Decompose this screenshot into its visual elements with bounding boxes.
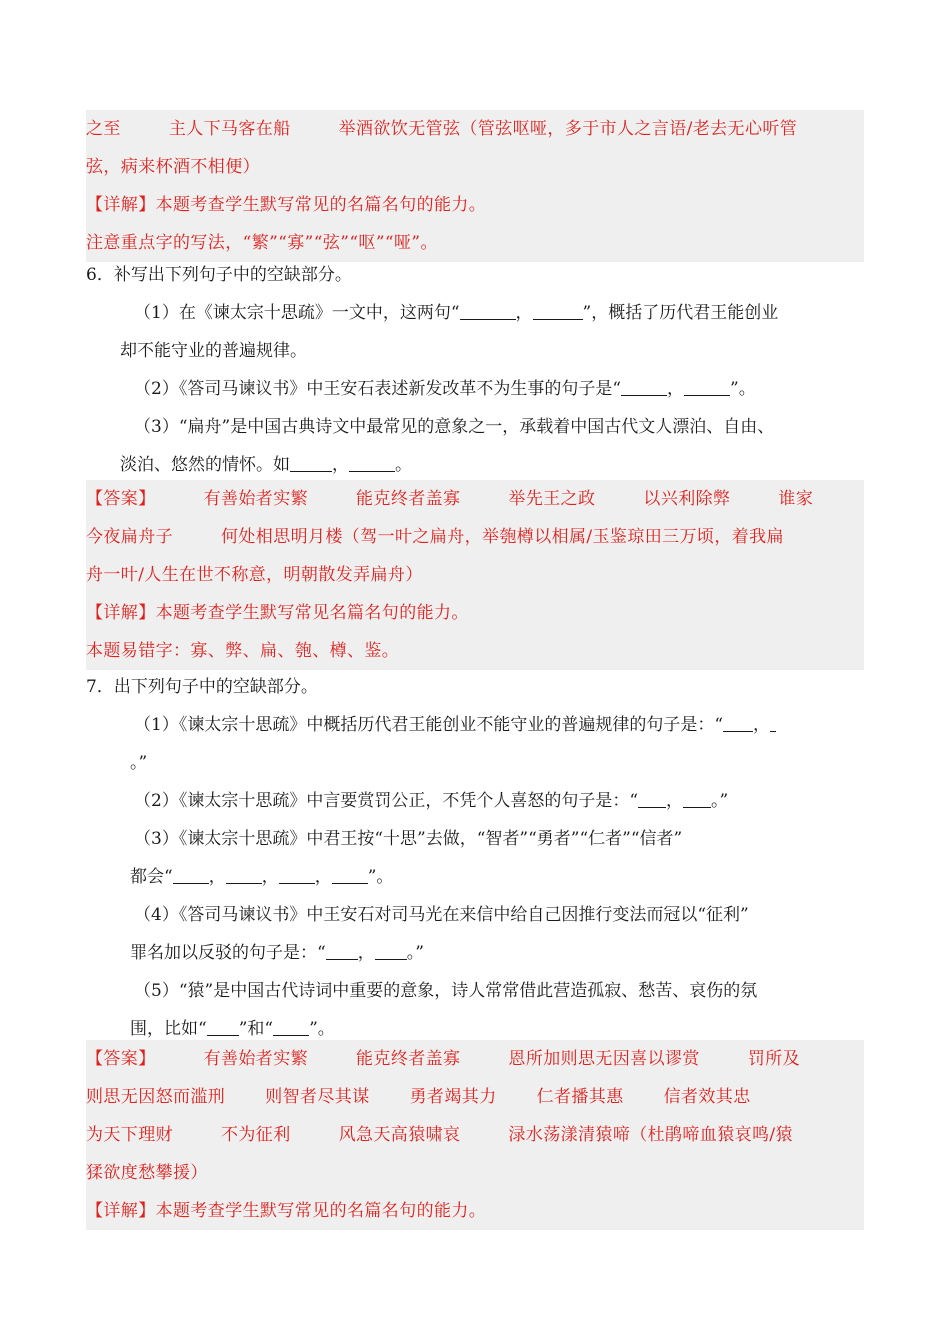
answer-blank xyxy=(173,861,209,884)
answer-line: 弦，病来杯酒不相便） xyxy=(86,157,260,177)
answer-line: 【答案】 有善始者实繁 能克终者盖寡 举先王之政 以兴利除弊 谁家 xyxy=(86,489,814,509)
answer-blank xyxy=(226,861,262,884)
question-7-item-4: （4）《答司马谏议书》中王安石对司马光在来信中给自己因推行变法而冠以“征利” xyxy=(134,905,749,925)
answer-block-5 xyxy=(86,110,864,262)
question-7-item-1: （1）《谏太宗十思疏》中概括历代君王能创业不能守业的普遍规律的句子是：“ ， xyxy=(134,706,776,744)
answer-blank xyxy=(332,861,368,884)
answer-blank xyxy=(375,937,407,960)
question-7-title: 7．出下列句子中的空缺部分。 xyxy=(86,677,318,697)
question-6-item-3-cont: 淡泊、悠然的情怀。如 ， 。 xyxy=(120,446,412,484)
question-7-item-4-cont: 罪名加以反驳的句子是：“ ， 。” xyxy=(130,934,424,972)
question-7-item-5-cont: 围，比如“ ”和“ ”。 xyxy=(130,1010,335,1048)
answer-line: 猱欲度愁攀援） xyxy=(86,1163,208,1183)
question-6-item-3: （3）“扁舟”是中国古典诗文中最常见的意象之一，承载着中国古代文人漂泊、自由、 xyxy=(134,417,775,437)
answer-line: 则思无因怒而滥刑 则智者尽其谋 勇者竭其力 仁者播其惠 信者效其忠 xyxy=(86,1087,751,1107)
answer-blank xyxy=(349,449,395,472)
question-7-item-3: （3）《谏太宗十思疏》中君王按“十思”去做，“智者”“勇者”“仁者”“信者” xyxy=(134,829,683,849)
answer-block-6 xyxy=(86,480,864,670)
explanation-line: 【详解】本题考查学生默写常见的名篇名句的能力。 xyxy=(86,1201,487,1221)
explanation-note: 注意重点字的写法，“繁”“寡”“弦”“呕”“哑”。 xyxy=(86,233,438,253)
answer-blank xyxy=(290,449,332,472)
answer-blank xyxy=(723,709,753,732)
answer-line: 今夜扁舟子 何处相思明月楼（驾一叶之扁舟，举匏樽以相属/玉鉴琼田三万顷，着我扁 xyxy=(86,527,784,547)
question-7-item-3-cont: 都会“ ， ， ， ”。 xyxy=(130,858,393,896)
answer-blank xyxy=(460,297,516,320)
question-6-item-1: （1）在《谏太宗十思疏》一文中，这两句“ ， ”，概括了历代君王能创业 xyxy=(134,294,778,332)
answer-block-7 xyxy=(86,1040,864,1230)
explanation-line: 【详解】本题考查学生默写常见名篇名句的能力。 xyxy=(86,603,469,623)
answer-blank xyxy=(207,1013,239,1036)
answer-line: 为天下理财 不为征利 风急天高猿啸哀 渌水荡漾清猿啼（杜鹃啼血猿哀鸣/猿 xyxy=(86,1125,793,1145)
question-7-item-2: （2）《谏太宗十思疏》中言要赏罚公正，不凭个人喜怒的句子是：“ ， 。” xyxy=(134,782,728,820)
explanation-line: 【详解】本题考查学生默写常见的名篇名句的能力。 xyxy=(86,195,487,215)
question-7-item-5: （5）“猿”是中国古代诗词中重要的意象，诗人常常借此营造孤寂、愁苦、哀伤的氛 xyxy=(134,981,758,1001)
answer-blank xyxy=(326,937,358,960)
question-7-item-1-cont: 。” xyxy=(130,753,148,773)
answer-line: 之至 主人下马客在船 举酒欲饮无管弦（管弦呕哑，多于市人之言语/老去无心听管 xyxy=(86,119,798,139)
answer-blank xyxy=(273,1013,309,1036)
answer-blank xyxy=(770,709,776,732)
answer-blank xyxy=(533,297,583,320)
answer-line: 【答案】 有善始者实繁 能克终者盖寡 恩所加则思无因喜以谬赏 罚所及 xyxy=(86,1049,801,1069)
question-6-title: 6．补写出下列句子中的空缺部分。 xyxy=(86,265,352,285)
answer-blank xyxy=(683,785,711,808)
answer-blank xyxy=(621,373,667,396)
answer-blank xyxy=(279,861,315,884)
answer-blank xyxy=(638,785,666,808)
question-6-item-2: （2）《答司马谏议书》中王安石表述新发改革不为生事的句子是“ ， ”。 xyxy=(134,370,756,408)
explanation-note: 本题易错字：寡、弊、扁、匏、樽、鉴。 xyxy=(86,641,400,661)
question-6-item-1-cont: 却不能守业的普遍规律。 xyxy=(120,341,307,361)
answer-line: 舟一叶/人生在世不称意，明朝散发弄扁舟） xyxy=(86,565,423,585)
answer-blank xyxy=(684,373,730,396)
